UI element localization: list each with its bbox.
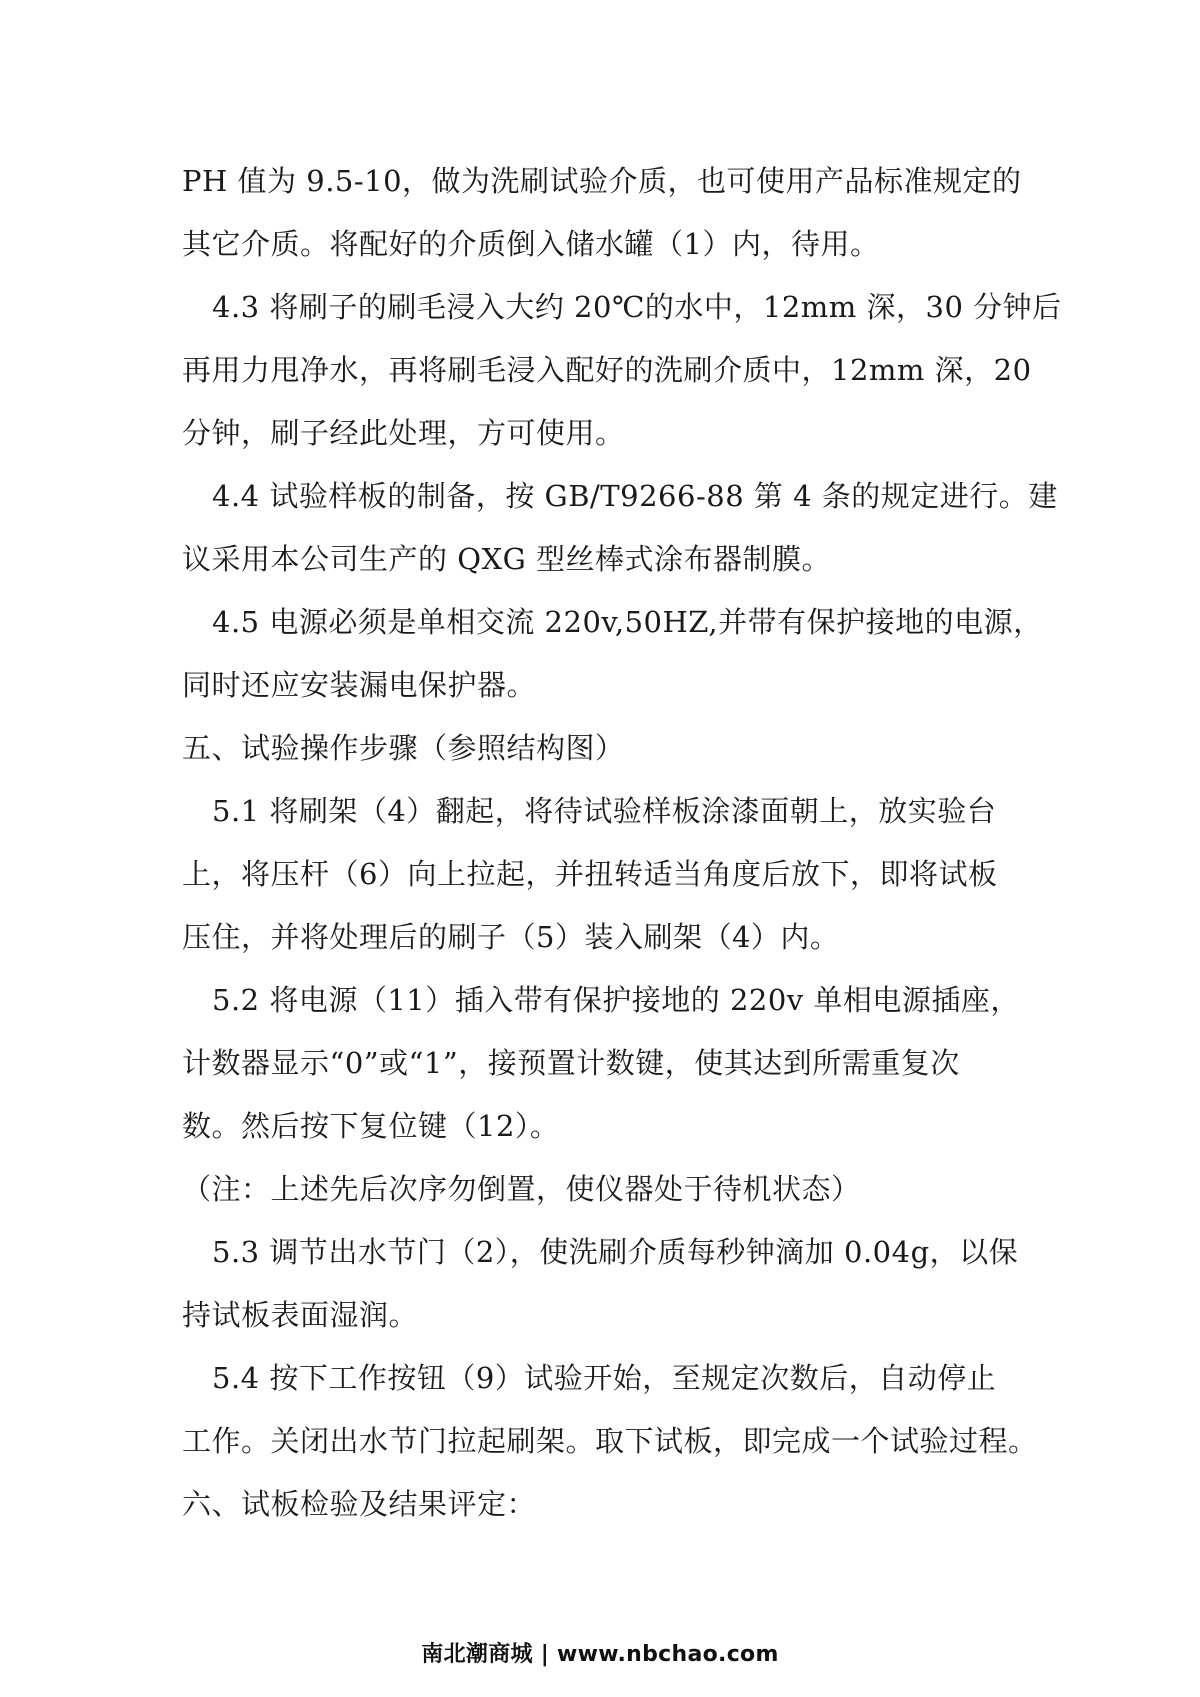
section-heading-6: 六、试板检验及结果评定： bbox=[182, 1487, 537, 1521]
section-4-3-line: 4.3 将刷子的刷毛浸入大约 20℃的水中，12mm 深，30 分钟后 bbox=[212, 290, 1062, 324]
section-heading-5: 五、试验操作步骤（参照结构图） bbox=[182, 731, 625, 765]
section-5-1-line: 5.1 将刷架（4）翻起，将待试验样板涂漆面朝上，放实验台 bbox=[212, 794, 997, 828]
footer-watermark: 南北潮商城 | www.nbchao.com bbox=[421, 1642, 779, 1667]
section-4-4-line: 4.4 试验样板的制备，按 GB/T9266-88 第 4 条的规定进行。建 bbox=[212, 479, 1058, 513]
text-line: 工作。关闭出水节门拉起刷架。取下试板，即完成一个试验过程。 bbox=[182, 1424, 1038, 1458]
text-line: 分钟，刷子经此处理，方可使用。 bbox=[182, 416, 625, 450]
note-line: （注：上述先后次序勿倒置，使仪器处于待机状态） bbox=[182, 1172, 861, 1206]
section-5-2-line: 5.2 将电源（11）插入带有保护接地的 220v 单相电源插座， bbox=[212, 983, 1020, 1017]
document-body bbox=[182, 150, 1062, 1536]
text-line: 计数器显示“0”或“1”，接预置计数键，使其达到所需重复次 bbox=[182, 1046, 960, 1080]
text-line: 议采用本公司生产的 QXG 型丝棒式涂布器制膜。 bbox=[182, 542, 832, 576]
section-5-4-line: 5.4 按下工作按钮（9）试验开始，至规定次数后，自动停止 bbox=[212, 1361, 997, 1395]
text-line: 再用力甩净水，再将刷毛浸入配好的洗刷介质中，12mm 深，20 bbox=[182, 353, 1032, 387]
text-line: 同时还应安装漏电保护器。 bbox=[182, 668, 537, 702]
text-line: 其它介质。将配好的介质倒入储水罐（1）内，待用。 bbox=[182, 227, 880, 261]
section-5-3-line: 5.3 调节出水节门（2），使洗刷介质每秒钟滴加 0.04g，以保 bbox=[212, 1235, 1019, 1269]
text-line: 上，将压杆（6）向上拉起，并扭转适当角度后放下，即将试板 bbox=[182, 857, 998, 891]
text-line: PH 值为 9.5-10，做为洗刷试验介质，也可使用产品标准规定的 bbox=[182, 164, 1022, 198]
text-line: 数。然后按下复位键（12）。 bbox=[182, 1109, 560, 1143]
text-line: 持试板表面湿润。 bbox=[182, 1298, 419, 1332]
section-4-5-line: 4.5 电源必须是单相交流 220v,50HZ,并带有保护接地的电源， bbox=[212, 605, 1043, 639]
text-line: 压住，并将处理后的刷子（5）装入刷架（4）内。 bbox=[182, 920, 840, 954]
